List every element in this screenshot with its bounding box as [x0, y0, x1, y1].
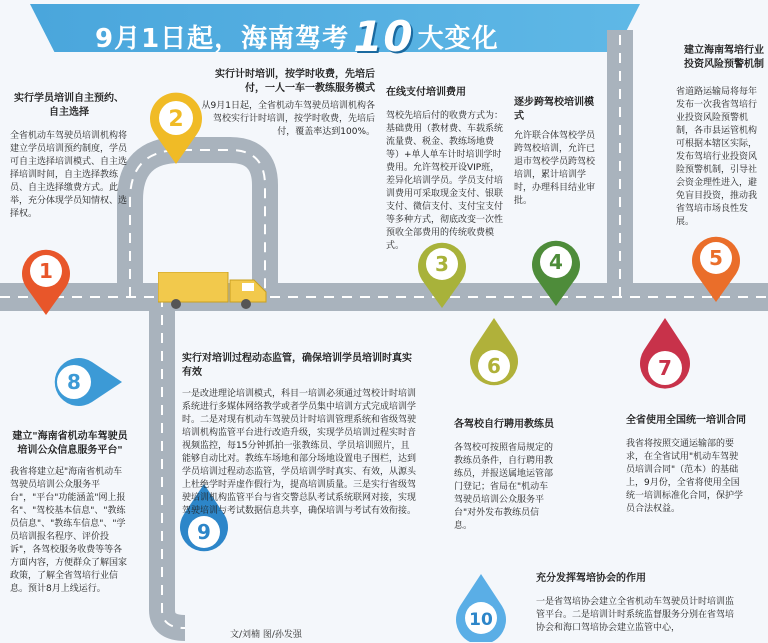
item-9-heading: 实行对培训过程动态监管，确保培训学员培训时真实有效 — [182, 353, 412, 378]
item-6-heading: 各驾校自行聘用教练员 — [454, 419, 554, 430]
item-5 — [676, 44, 764, 229]
svg-text:10: 10 — [469, 610, 493, 630]
item-8 — [10, 430, 130, 596]
svg-text:7: 7 — [658, 356, 672, 380]
marker-10 — [452, 574, 510, 642]
byline: 文/刘楠 图/孙发强 — [230, 630, 302, 640]
svg-text:6: 6 — [487, 354, 501, 378]
item-7-heading: 全省使用全国统一培训合同 — [626, 415, 746, 426]
item-3-heading: 在线支付培训费用 — [386, 87, 466, 98]
marker-4 — [528, 236, 584, 308]
item-3 — [386, 86, 506, 253]
item-5-heading: 建立海南驾培行业投资风险预警机制 — [684, 45, 764, 70]
item-5-body: 省道路运输局将每年发布一次我省驾培行业投资风险预警机制，各市县运管机构可根据本辖区实际，发布驾培行业投资风险预警机制，引导社会资金理性进入，避免盲目投资，推动我省驾培市场良性发展。 — [676, 87, 758, 227]
item-4-body: 允许联合体驾校学员跨驾校培训，允许已退市驾校学员跨驾校培训，累计培训学时，办理科目结业审批。 — [514, 131, 596, 206]
svg-text:9: 9 — [197, 520, 211, 544]
item-3-body: 驾校先培后付的收费方式为：基础费用（教材费、车载系统流量费、税金、教练场地费等）+单人单车计时培训学时费用。允许驾校开设VIP班，差异化培训学员。学员支付培训费用可采取现金支付、银联支付、微信支付、支付宝支付等多种方式，彻底改变一次性预收全部费用的传统收费模式。 — [386, 111, 504, 251]
item-1 — [10, 92, 128, 221]
marker-8 — [44, 354, 124, 410]
page-title: 9月1日起，海南驾考10 大变化 — [95, 12, 499, 61]
item-9 — [182, 352, 418, 518]
marker-6 — [466, 318, 522, 398]
marker-1 — [18, 245, 74, 317]
svg-text:3: 3 — [435, 252, 449, 276]
item-7-body: 我省将按照交通运输部的要求，在全省试用"机动车驾驶员培训合同"（范本）的基础上，9月份，全省将使用全国统一培训标准化合同，保护学员合法权益。 — [626, 439, 744, 514]
item-6-body: 各驾校可按照省局规定的教练员条件，自行聘用教练员，并报送属地运管部门登记；省局在"机动车驾驶员培训公众服务平台"对外发布教练员信息。 — [454, 443, 554, 531]
item-8-heading: 建立"海南省机动车驾驶员培训公众信息服务平台" — [12, 431, 128, 456]
svg-text:8: 8 — [67, 370, 81, 394]
item-10-body: 一是省驾培协会建立全省机动车驾驶员计时培训监管平台。二是培训计时系统监督服务分别在省驾培协会和海口驾培协会建立监管中心， — [536, 597, 735, 633]
item-10-heading: 充分发挥驾培协会的作用 — [536, 573, 646, 584]
item-2 — [200, 68, 375, 139]
marker-7 — [636, 318, 694, 402]
item-7 — [626, 414, 746, 516]
item-2-heading: 实行计时培训，按学时收费，先培后付，一人一车一教练服务模式 — [215, 69, 375, 94]
item-2-body: 从9月1日起，全省机动车驾驶员培训机构各驾校实行计时培训，按学时收费，先培后付，覆盖率达到100%。 — [201, 101, 375, 137]
item-1-heading: 实行学员培训自主预约、自主选择 — [14, 93, 124, 118]
item-1-body: 全省机动车驾驶员培训机构将建立学员培训预约制度，学员可自主选择培训模式、自主选择培训时间，自主选择教练员、自主选择缴费方式。此举，充分体现学员知情权、选择权。 — [10, 131, 128, 219]
item-6 — [454, 418, 554, 533]
marker-2 — [146, 90, 206, 166]
svg-text:2: 2 — [168, 107, 184, 132]
item-4-heading: 逐步跨驾校培训模式 — [514, 97, 594, 122]
svg-text:1: 1 — [39, 259, 53, 283]
item-9-body: 一是改进理论培训模式，科目一培训必须通过驾校计时培训系统进行多媒体网络教学或者学员集中培训方式完成培训学时。二是对现有机动车驾驶员计时培训管理系统和省级驾驶培训机构监管平台进行改造升级，实现学员培训过程实时音视频监控，每15分钟抓拍一张教练员、学员培训照片，且能够自动比对。教练车场地和部分场地设置电子围栏，达到学员培训过程动态监管，学员培训学时真实、有效，从源头上杜绝学时弄虚作假行为，提高培训质量。三是实行省级驾驶培训机构监管平台与省交警总队考试系统联网对接，实现驾驶培训与考试数据信息共享，确保培训与考试有效衔接。 — [182, 389, 417, 516]
marker-5 — [688, 232, 744, 304]
item-8-body: 我省将建立起"海南省机动车驾驶员培训公众服务平台"，"平台"功能涵盖"网上报名"、"驾校基本信息"、"教练员信息"、"教练车信息"、"学员培训报名程序、评价投诉"，各驾校服务收费等等各方面内容，方便群众了解国家政策，了解全省驾培行业信息。预计8月上线运行。 — [10, 467, 128, 594]
svg-text:4: 4 — [549, 250, 563, 274]
truck-icon — [158, 272, 270, 310]
item-4 — [514, 96, 596, 208]
svg-text:5: 5 — [709, 246, 723, 270]
item-10 — [536, 572, 742, 635]
